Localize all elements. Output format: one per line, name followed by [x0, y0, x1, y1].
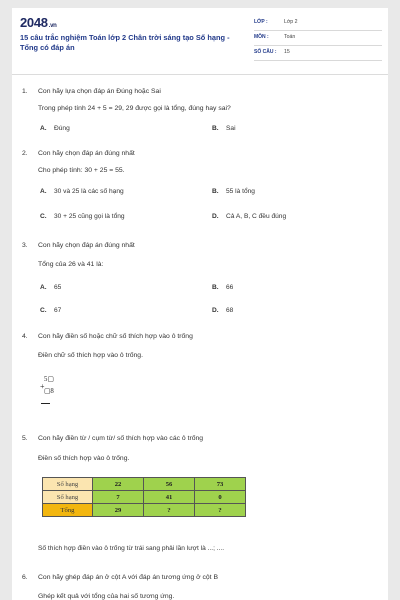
- blank-cell[interactable]: ?: [195, 504, 246, 517]
- addend-1-input[interactable]: 5▢: [44, 376, 54, 383]
- addend-2-input[interactable]: ▢8: [44, 388, 54, 395]
- document-title: 15 câu trắc nghiệm Toán lớp 2 Chân trời sáng tạo Số hạng - Tổng có đáp án: [20, 33, 230, 52]
- question-prompt: Trong phép tính 24 + 5 = 29, 29 được gọi là tổng, đúng hay sai?: [38, 105, 231, 112]
- meta-info: [254, 16, 382, 61]
- option-d[interactable]: D. 68: [212, 307, 234, 314]
- site-logo[interactable]: 2048.vn: [20, 15, 57, 30]
- blank-cell[interactable]: ?: [144, 504, 195, 517]
- meta-row-grade: LỚP : Lớp 2: [254, 16, 382, 31]
- option-c[interactable]: C. 30 + 25 cũng gọi là tổng: [40, 213, 125, 220]
- option-a[interactable]: A. Đúng: [40, 125, 70, 132]
- question-prompt: Điền chữ số thích hợp vào ô trống.: [38, 352, 143, 359]
- question-text: Con hãy điền từ / cụm từ/ số thích hợp vào các ô trống: [38, 435, 204, 442]
- question-text: Con hãy chọn đáp án đúng nhất: [38, 150, 135, 157]
- page-header: [12, 8, 388, 74]
- table-row: Tổng 29 ? ?: [43, 504, 246, 517]
- header-divider: [12, 74, 388, 75]
- option-c[interactable]: C. 67: [40, 307, 62, 314]
- worksheet-page: 2048.vn 15 câu trắc nghiệm Toán lớp 2 Chân trời sáng tạo Số hạng - Tổng có đáp án LỚP : Lớp 2 MÔN : Toán SỐ CÂU : 15 1. Con hãy lựa chọn đáp án Đúng hoặc Sai Trong phép tính 24 + 5 = 29, 29 được gọi là tổng, đúng hay sai? A. Đúng B. Sai 2. Con hãy chọn đáp án đúng nhất Cho phép tính: 30 + 25 = 55. A. 30 và 25 là các số hạng B. 55 là tổng C. 30 + 25 cũng gọi là tổng D. Cả A, B, C đều đúng 3. Con hãy chọn đáp án đúng nhất Tổng của 26 và 41 là: A. 65 B. 66 C. 67 D. 68 4. Con hãy điền số hoặc chữ số thích hợp vào ô trống Điền chữ số thích hợp vào ô trống. + 5▢ ▢8 5. Con hãy điền từ / cụm từ/ số thích hợp vào các ô trống Điền số thích hợp vào ô trống. Số hạng 22 56 73 Số hạng 7 41 0 Tổng 29 ? ? Số thích hợp điền vào ô trống từ trái sang phải lần lượt là ...; .... 6. Con hãy ghép đáp án ở cột A với đáp án tương ứng ở cột B Ghép kết quả với tổng của hai số tương ứng.: [12, 8, 388, 600]
- option-b[interactable]: B. 66: [212, 284, 234, 291]
- question-prompt: Cho phép tính: 30 + 25 = 55.: [38, 167, 125, 174]
- question-prompt: Tổng của 26 và 41 là:: [38, 261, 104, 268]
- option-b[interactable]: B. Sai: [212, 125, 236, 132]
- question-text: Con hãy chọn đáp án đúng nhất: [38, 242, 135, 249]
- table-row: Số hạng 22 56 73: [43, 478, 246, 491]
- option-a[interactable]: A. 65: [40, 284, 62, 291]
- option-d[interactable]: D. Cả A, B, C đều đúng: [212, 213, 287, 220]
- option-b[interactable]: B. 55 là tổng: [212, 188, 255, 195]
- sum-table: [42, 477, 246, 517]
- question-prompt: Ghép kết quả với tổng của hai số tương ứng.: [38, 593, 175, 600]
- fill-instruction: Số thích hợp điền vào ô trống từ trái sang phải lần lượt là ...; ....: [38, 545, 225, 552]
- meta-row-count: SỐ CÂU : 15: [254, 46, 382, 61]
- option-a[interactable]: A. 30 và 25 là các số hạng: [40, 188, 124, 195]
- question-prompt: Điền số thích hợp vào ô trống.: [38, 455, 130, 462]
- meta-row-subject: MÔN : Toán: [254, 31, 382, 46]
- sum-line: [41, 403, 50, 404]
- table-row: Số hạng 7 41 0: [43, 491, 246, 504]
- question-text: Con hãy điền số hoặc chữ số thích hợp vào ô trống: [38, 333, 193, 340]
- question-text: Con hãy lựa chọn đáp án Đúng hoặc Sai: [38, 88, 161, 95]
- question-text: Con hãy ghép đáp án ở cột A với đáp án tương ứng ở cột B: [38, 574, 218, 581]
